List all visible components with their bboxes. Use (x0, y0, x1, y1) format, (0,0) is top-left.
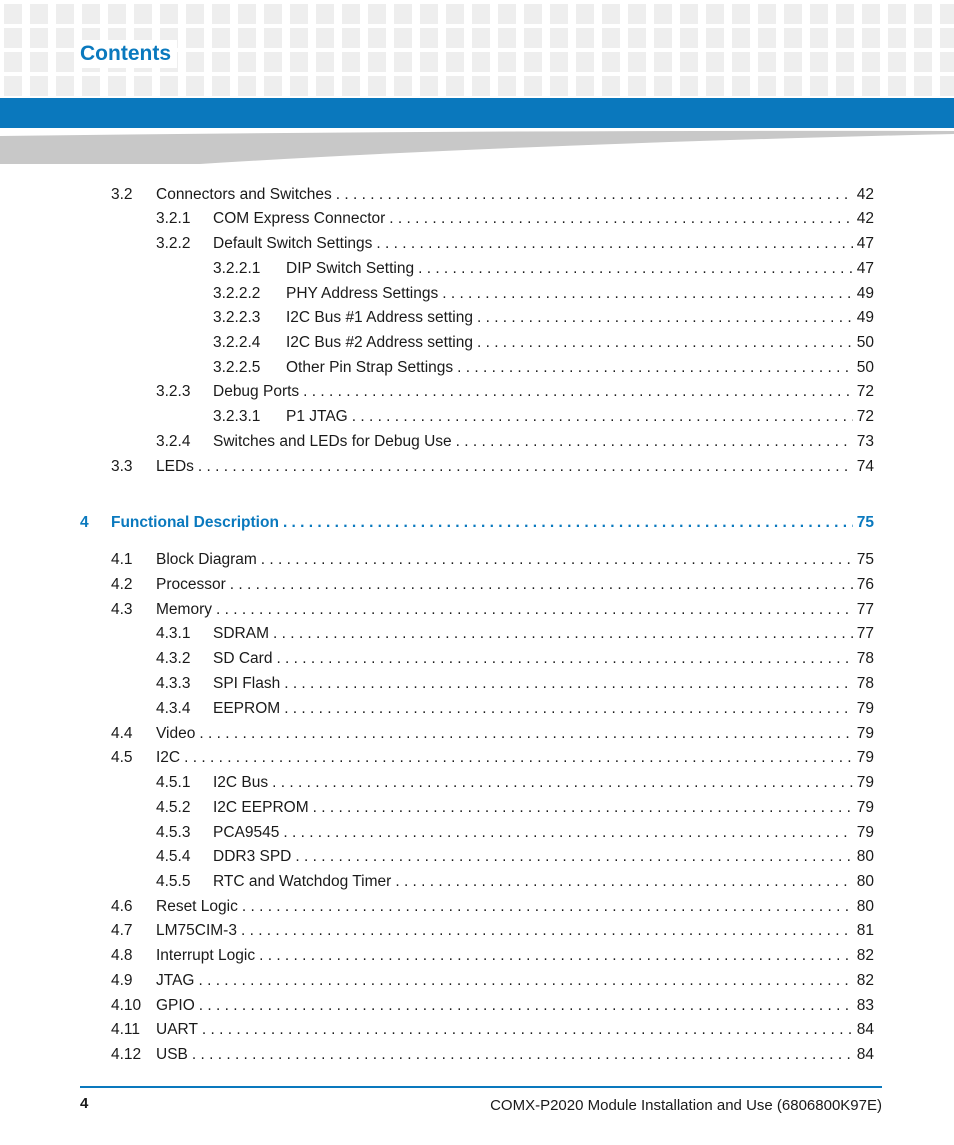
toc-page-number: 77 (856, 601, 874, 618)
toc-chapter[interactable] (80, 512, 874, 534)
toc-number: 3.2.2.1 (213, 260, 261, 277)
toc-entry[interactable] (156, 208, 874, 230)
toc-entry[interactable] (156, 698, 874, 720)
toc-number: 4.7 (111, 922, 133, 939)
toc-leader-dots (352, 406, 853, 428)
toc-title: Interrupt Logic (156, 947, 256, 964)
toc-leader-dots (456, 431, 853, 453)
toc-leader-dots (283, 512, 853, 534)
toc-title: RTC and Watchdog Timer (213, 873, 392, 890)
toc-leader-dots (477, 332, 853, 354)
toc-title: Processor (156, 576, 226, 593)
toc-page-number: 77 (856, 625, 874, 642)
toc-page-number: 79 (856, 774, 874, 791)
toc-page-number: 76 (856, 576, 874, 593)
toc-leader-dots (284, 698, 853, 720)
toc-page-number: 80 (856, 873, 874, 890)
toc-number: 4.6 (111, 898, 133, 915)
toc-entry[interactable] (213, 258, 874, 280)
toc-title: Other Pin Strap Settings (286, 359, 454, 376)
toc-number: 4.4 (111, 725, 133, 742)
toc-leader-dots (442, 283, 853, 305)
page-title: Contents (80, 40, 177, 68)
toc-entry[interactable] (213, 307, 874, 329)
toc-page-number: 79 (856, 799, 874, 816)
toc-page-number: 79 (856, 824, 874, 841)
toc-number: 3.2.1 (156, 210, 191, 227)
toc-title: Memory (156, 601, 212, 618)
toc-entry[interactable] (156, 871, 874, 893)
toc-leader-dots (198, 456, 853, 478)
toc-title: I2C EEPROM (213, 799, 309, 816)
toc-entry[interactable] (156, 233, 874, 255)
toc-entry[interactable] (213, 406, 874, 428)
toc-title: PCA9545 (213, 824, 280, 841)
toc-leader-dots (259, 945, 853, 967)
toc-page-number: 75 (856, 551, 874, 568)
toc-page-number: 50 (856, 334, 874, 351)
toc-leader-dots (192, 1044, 853, 1066)
toc-title: Block Diagram (156, 551, 257, 568)
toc-leader-dots (261, 549, 853, 571)
toc-entry[interactable] (111, 549, 874, 571)
toc-number: 3.2.2.3 (213, 309, 261, 326)
toc-page-number: 79 (856, 725, 874, 742)
toc-number: 4.3 (111, 601, 133, 618)
toc-title: EEPROM (213, 700, 281, 717)
toc-number: 3.3 (111, 458, 133, 475)
toc-title: PHY Address Settings (286, 285, 439, 302)
toc-page-number: 81 (856, 922, 874, 939)
toc-entry[interactable] (111, 747, 874, 769)
toc-entry[interactable] (156, 673, 874, 695)
toc-leader-dots (303, 381, 853, 403)
toc-page-number: 84 (856, 1046, 874, 1063)
toc-leader-dots (376, 233, 852, 255)
toc-page-number: 50 (856, 359, 874, 376)
footer-document-title: COMX-P2020 Module Installation and Use (6806800K97E) (490, 1097, 882, 1114)
toc-entry[interactable] (111, 920, 874, 942)
toc-entry[interactable] (156, 846, 874, 868)
toc-page-number: 82 (856, 972, 874, 989)
toc-leader-dots (199, 723, 852, 745)
toc-entry[interactable] (111, 723, 874, 745)
toc-title: COM Express Connector (213, 210, 386, 227)
toc-number: 4.5.2 (156, 799, 191, 816)
toc-entry[interactable] (156, 648, 874, 670)
footer-rule (80, 1086, 882, 1088)
toc-title: GPIO (156, 997, 195, 1014)
toc-entry[interactable] (111, 945, 874, 967)
toc-title: JTAG (156, 972, 195, 989)
toc-title: USB (156, 1046, 188, 1063)
toc-title: Connectors and Switches (156, 186, 332, 203)
toc-number: 4.11 (111, 1021, 141, 1038)
toc-leader-dots (242, 896, 853, 918)
toc-leader-dots (202, 1019, 853, 1041)
toc-leader-dots (198, 970, 852, 992)
toc-title: SDRAM (213, 625, 269, 642)
toc-entry[interactable] (111, 1044, 874, 1066)
toc-leader-dots (184, 747, 853, 769)
toc-title: UART (156, 1021, 198, 1038)
toc-page-number: 78 (856, 650, 874, 667)
toc-page-number: 74 (856, 458, 874, 475)
toc-number: 4.3.3 (156, 675, 191, 692)
toc-title: SD Card (213, 650, 273, 667)
toc-title: I2C Bus #2 Address setting (286, 334, 473, 351)
header-band (0, 98, 954, 128)
toc-entry[interactable] (111, 1019, 874, 1041)
toc-page-number: 49 (856, 309, 874, 326)
toc-title: Functional Description (111, 514, 279, 531)
toc-entry[interactable] (111, 456, 874, 478)
toc-title: Switches and LEDs for Debug Use (213, 433, 452, 450)
toc-page-number: 47 (856, 235, 874, 252)
toc-entry[interactable] (156, 822, 874, 844)
toc-number: 4.8 (111, 947, 133, 964)
toc-number: 4.5.3 (156, 824, 191, 841)
toc-number: 3.2.2.4 (213, 334, 261, 351)
toc-page-number: 73 (856, 433, 874, 450)
toc-leader-dots (230, 574, 853, 596)
toc-number: 4.1 (111, 551, 133, 568)
toc-number: 4.9 (111, 972, 133, 989)
toc-title: DDR3 SPD (213, 848, 292, 865)
toc-title: I2C Bus (213, 774, 269, 791)
toc-leader-dots (241, 920, 853, 942)
toc-number: 4.5.1 (156, 774, 191, 791)
toc-page-number: 49 (856, 285, 874, 302)
toc-entry[interactable] (213, 283, 874, 305)
toc-entry[interactable] (111, 599, 874, 621)
toc-entry[interactable] (156, 431, 874, 453)
toc-number: 4.5 (111, 749, 133, 766)
toc-page-number: 78 (856, 675, 874, 692)
toc-entry[interactable] (111, 995, 874, 1017)
toc-number: 3.2.2.2 (213, 285, 261, 302)
toc-leader-dots (284, 673, 853, 695)
toc-number: 3.2.3 (156, 383, 191, 400)
toc-page-number: 82 (856, 947, 874, 964)
toc-page-number: 80 (856, 848, 874, 865)
toc-page-number: 47 (856, 260, 874, 277)
toc-page-number: 83 (856, 997, 874, 1014)
toc-leader-dots (199, 995, 853, 1017)
toc-entry[interactable] (111, 970, 874, 992)
toc-page-number: 72 (856, 383, 874, 400)
toc-entry[interactable] (213, 332, 874, 354)
header-swoosh (0, 128, 954, 164)
toc-title: Reset Logic (156, 898, 238, 915)
toc-title: I2C (156, 749, 181, 766)
toc-leader-dots (295, 846, 852, 868)
toc-page-number: 80 (856, 898, 874, 915)
toc-leader-dots (389, 208, 852, 230)
footer-page-number: 4 (80, 1095, 89, 1112)
toc-leader-dots (395, 871, 852, 893)
toc-entry[interactable] (156, 381, 874, 403)
toc-title: SPI Flash (213, 675, 281, 692)
toc-title: Debug Ports (213, 383, 300, 400)
toc-leader-dots (216, 599, 853, 621)
toc-entry[interactable] (156, 797, 874, 819)
toc-number: 3.2.2.5 (213, 359, 261, 376)
toc-number: 4.3.2 (156, 650, 191, 667)
toc-leader-dots (336, 184, 853, 206)
toc-entry[interactable] (111, 574, 874, 596)
toc-page-number: 75 (856, 514, 874, 531)
toc-number: 4.2 (111, 576, 133, 593)
toc-number: 3.2.2 (156, 235, 191, 252)
toc-leader-dots (477, 307, 853, 329)
toc-entry[interactable] (111, 184, 874, 206)
toc-page-number: 42 (856, 210, 874, 227)
toc-title: P1 JTAG (286, 408, 348, 425)
toc-number: 3.2 (111, 186, 133, 203)
toc-number: 3.2.3.1 (213, 408, 261, 425)
toc-title: LM75CIM-3 (156, 922, 237, 939)
toc-title: I2C Bus #1 Address setting (286, 309, 473, 326)
toc-number: 4.3.4 (156, 700, 191, 717)
toc-leader-dots (283, 822, 852, 844)
toc-title: LEDs (156, 458, 194, 475)
toc-number: 4.5.4 (156, 848, 191, 865)
toc-number: 4.12 (111, 1046, 142, 1063)
toc-number: 4 (80, 514, 89, 531)
toc-entry[interactable] (156, 772, 874, 794)
toc-title: Video (156, 725, 196, 742)
toc-leader-dots (276, 648, 852, 670)
toc-page-number: 79 (856, 749, 874, 766)
toc-entry[interactable] (156, 623, 874, 645)
toc-leader-dots (273, 623, 853, 645)
toc-page-number: 42 (856, 186, 874, 203)
toc-leader-dots (313, 797, 853, 819)
toc-leader-dots (457, 357, 853, 379)
toc-entry[interactable] (111, 896, 874, 918)
toc-page-number: 72 (856, 408, 874, 425)
toc-page-number: 84 (856, 1021, 874, 1038)
toc-leader-dots (418, 258, 853, 280)
toc-leader-dots (272, 772, 853, 794)
toc-number: 4.3.1 (156, 625, 191, 642)
toc-title: DIP Switch Setting (286, 260, 415, 277)
toc-title: Default Switch Settings (213, 235, 373, 252)
toc-number: 4.5.5 (156, 873, 191, 890)
toc-entry[interactable] (213, 357, 874, 379)
toc-number: 4.10 (111, 997, 142, 1014)
toc-number: 3.2.4 (156, 433, 191, 450)
toc-page-number: 79 (856, 700, 874, 717)
